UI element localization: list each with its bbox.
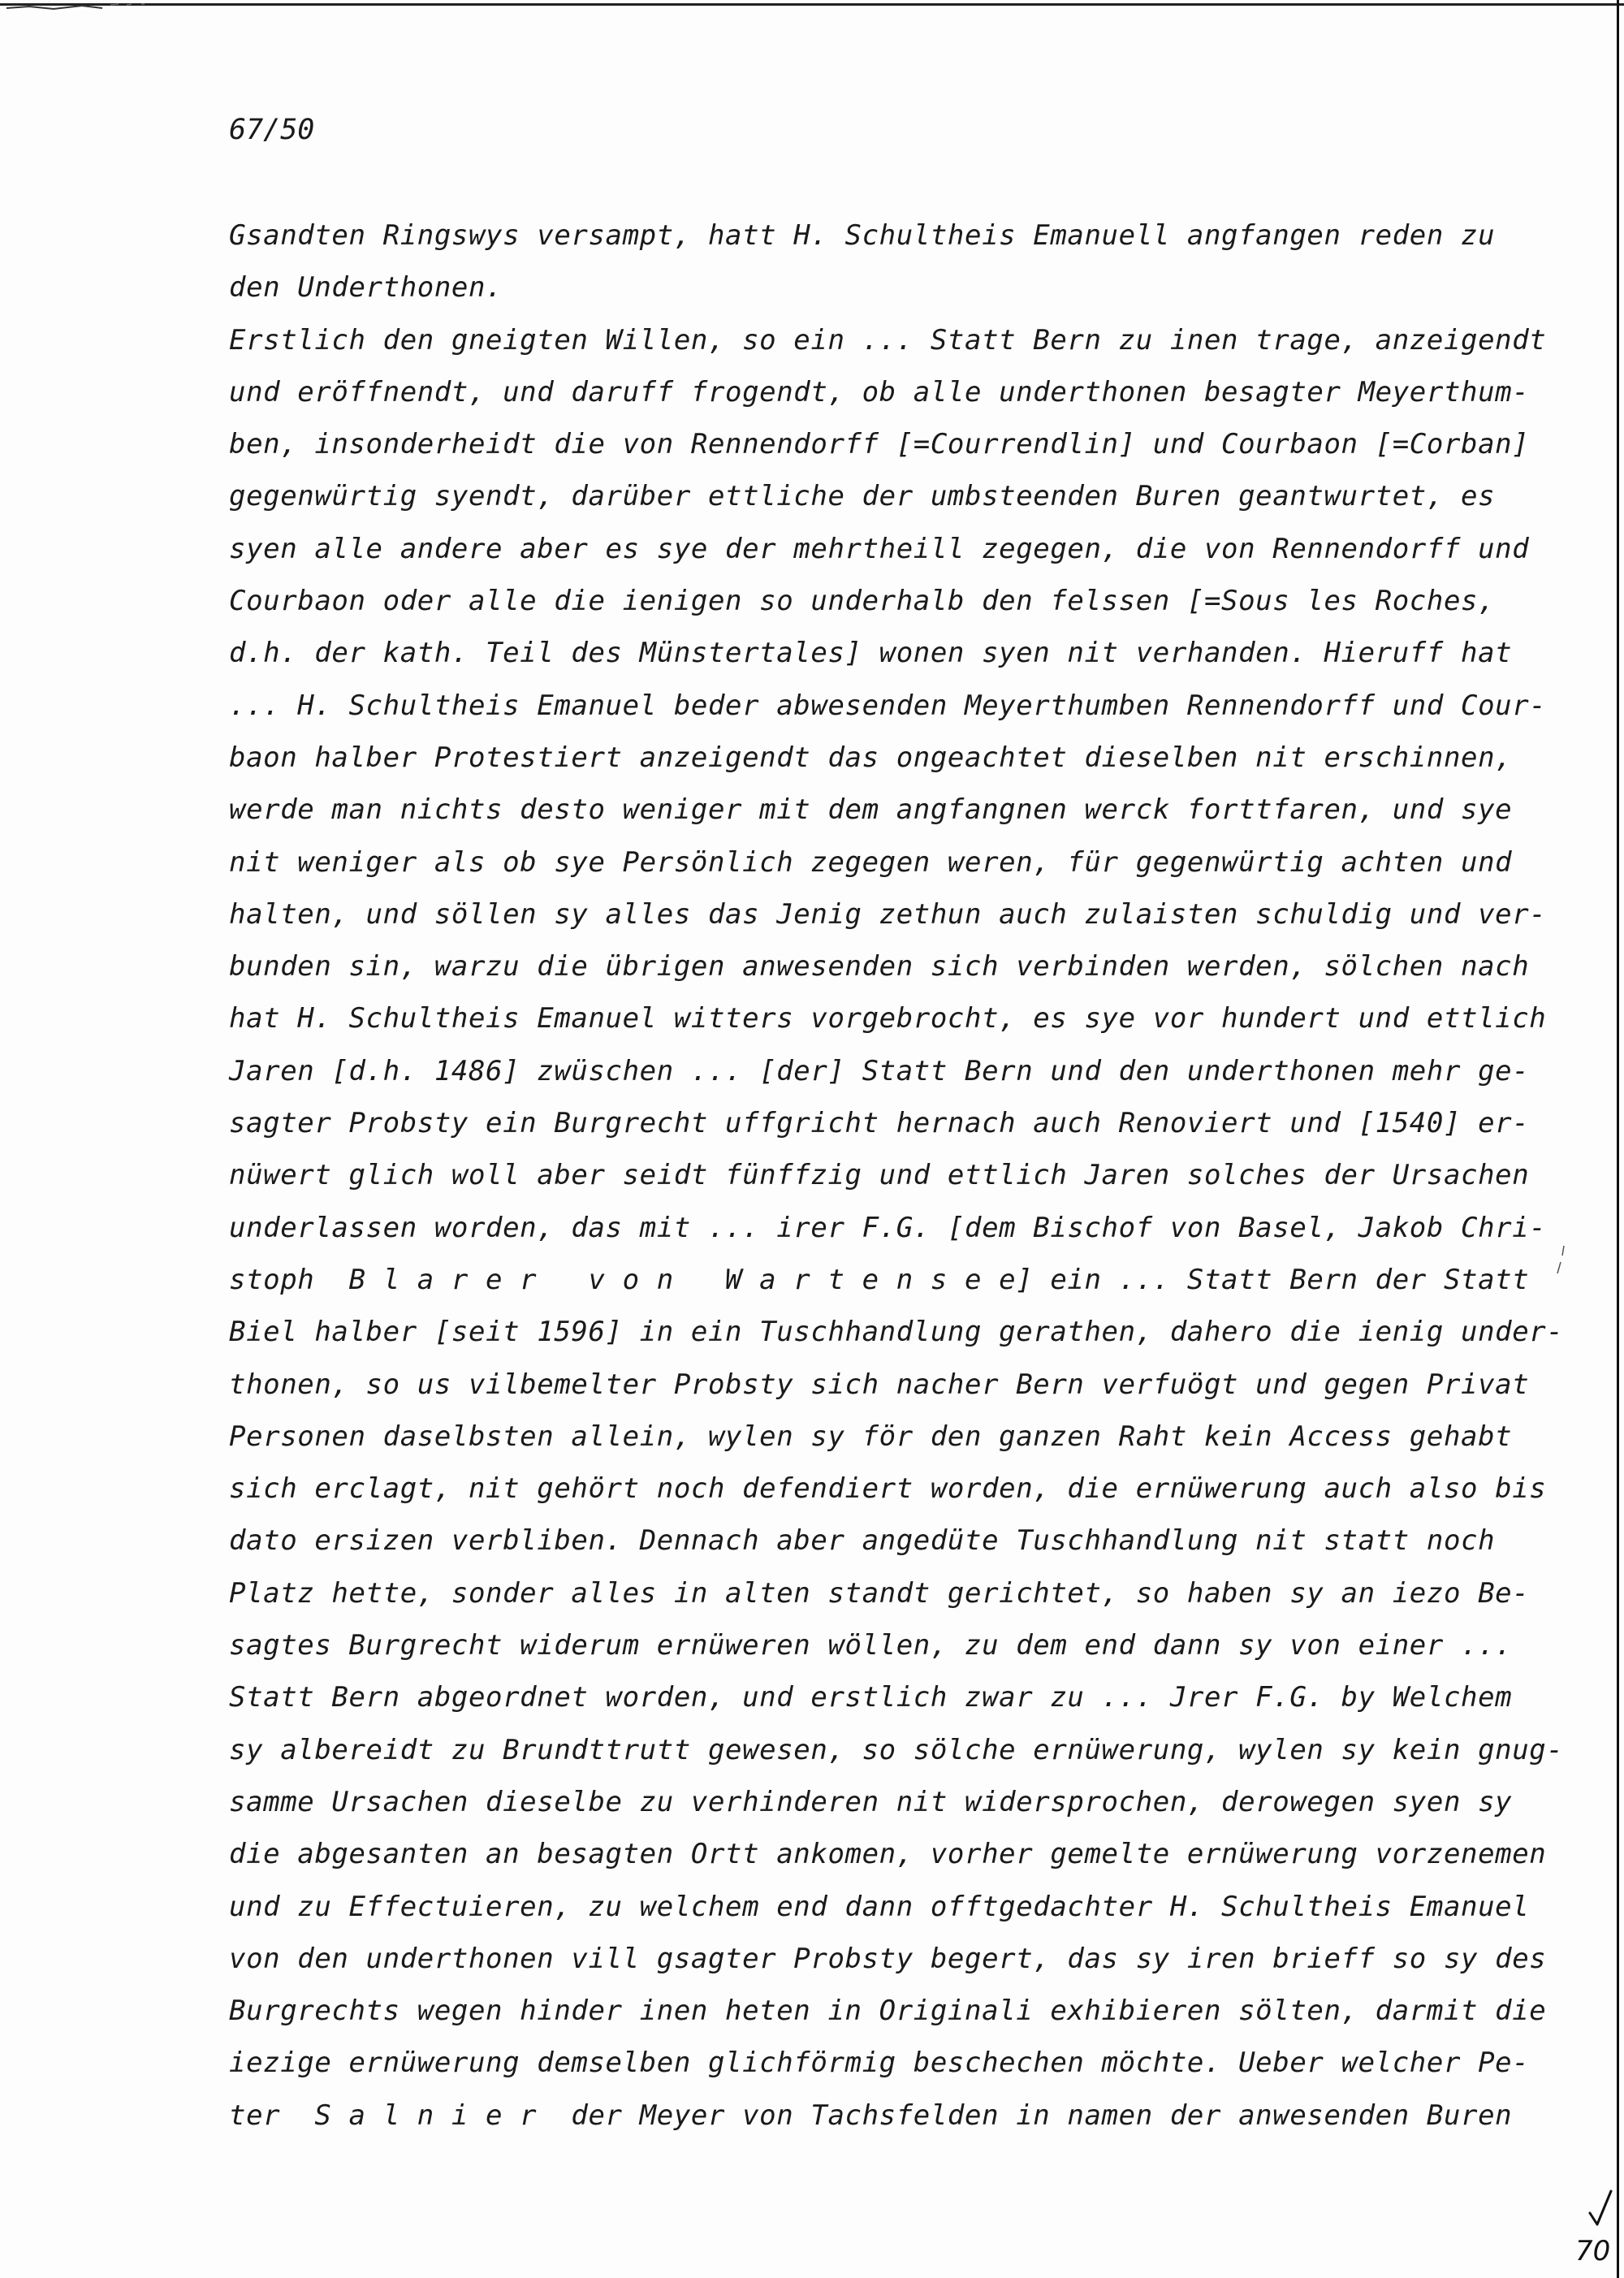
text-line: Personen daselbsten allein, wylen sy för den ganzen Raht kein Access gehabt — [229, 1420, 1513, 1453]
text-line: dato ersizen verbliben. Dennach aber angedüte Tuschhandlung nit statt noch — [229, 1524, 1496, 1558]
text-line: von den underthonen vill gsagter Probsty begert, das sy iren brieff so sy des — [229, 1942, 1547, 1975]
text-line: iezige ernüwerung demselben glichförmig beschechen möchte. Ueber welcher Pe- — [229, 2047, 1530, 2080]
text-line: syen alle andere aber es sye der mehrtheill zegegen, die von Rennendorff und — [229, 532, 1530, 565]
text-line: underlassen worden, das mit ... irer F.G. [dem Bischof von Basel, Jakob Chri- — [229, 1211, 1547, 1244]
text-line: ben, insonderheidt die von Rennendorff [=Courrendlin] und Courbaon [=Corban] — [229, 428, 1530, 461]
folio-number: 70 — [1575, 2235, 1611, 2267]
margin-pencil-mark — [1553, 1244, 1569, 1277]
text-line: die abgesanten an besagten Ortt ankomen, vorher gemelte ernüwerung vorzenemen — [229, 1838, 1547, 1871]
text-line: ter S a l n i e r der Meyer von Tachsfelden in namen der anwesenden Buren — [229, 2099, 1513, 2132]
edge-scribble-mark — [5, 2, 159, 13]
text-line: sagtes Burgrecht widerum ernüweren wöllen, zu dem end dann sy von einer ... — [229, 1629, 1513, 1662]
page-reference: 67/50 — [229, 114, 315, 146]
text-line: sy albereidt zu Brundttrutt gewesen, so sölche ernüwerung, wylen sy kein gnug- — [229, 1733, 1564, 1766]
text-line: Courbaon oder alle die ienigen so underhalb den felssen [=Sous les Roches, — [229, 585, 1496, 618]
text-line: Burgrechts wegen hinder inen heten in Originali exhibieren sölten, darmit die — [229, 1995, 1547, 2028]
text-line: stoph B l a r e r v o n W a r t e n s e e] ein ... Statt Bern der Statt — [229, 1263, 1530, 1296]
checkmark-icon — [1587, 2189, 1613, 2228]
text-line: d.h. der kath. Teil des Münstertales] wonen syen nit verhanden. Hieruff hat — [229, 637, 1513, 670]
text-line: bunden sin, warzu die übrigen anwesenden sich verbinden werden, sölchen nach — [229, 950, 1530, 983]
text-line: hat H. Schultheis Emanuel witters vorgebrocht, es sye vor hundert und ettlich — [229, 1002, 1547, 1035]
text-line: sich erclagt, nit gehört noch defendiert worden, die ernüwerung auch also bis — [229, 1472, 1547, 1506]
text-line: ... H. Schultheis Emanuel beder abwesenden Meyerthumben Rennendorff und Cour- — [229, 689, 1547, 722]
text-line: thonen, so us vilbemelter Probsty sich nacher Bern verfuögt und gegen Privat — [229, 1368, 1530, 1401]
text-line: und eröffnendt, und daruff frogendt, ob alle underthonen besagter Meyerthum- — [229, 375, 1530, 408]
body-text — [229, 210, 1563, 2142]
text-line: werde man nichts desto weniger mit dem angfangnen werck forttfaren, und sye — [229, 793, 1513, 827]
text-line: samme Ursachen dieselbe zu verhinderen nit widersprochen, derowegen syen sy — [229, 1785, 1513, 1818]
text-line: Statt Bern abgeordnet worden, und erstlich zwar zu ... Jrer F.G. by Welchem — [229, 1681, 1513, 1714]
text-line: sagter Probsty ein Burgrecht uffgricht hernach auch Renoviert und [1540] er- — [229, 1107, 1530, 1140]
text-line: Platz hette, sonder alles in alten standt gerichtet, so haben sy an iezo Be- — [229, 1576, 1530, 1610]
text-line: den Underthonen. — [229, 271, 503, 305]
text-line: Jaren [d.h. 1486] zwüschen ... [der] Statt Bern und den underthonen mehr ge- — [229, 1054, 1530, 1087]
text-line: baon halber Protestiert anzeigendt das ongeachtet dieselben nit erschinnen, — [229, 741, 1513, 774]
text-line: halten, und söllen sy alles das Jenig zethun auch zulaisten schuldig und ver- — [229, 897, 1547, 931]
text-line: Biel halber [seit 1596] in ein Tuschhandlung gerathen, dahero die ienig under- — [229, 1316, 1564, 1349]
text-line: und zu Effectuieren, zu welchem end dann offtgedachter H. Schultheis Emanuel — [229, 1890, 1530, 1923]
text-line: Erstlich den gneigten Willen, so ein ... Statt Bern zu inen trage, anzeigendt — [229, 323, 1547, 357]
text-line: gegenwürtig syendt, darüber ettliche der umbsteenden Buren geantwurtet, es — [229, 480, 1496, 513]
text-line: nüwert glich woll aber seidt fünffzig und ettlich Jaren solches der Ursachen — [229, 1159, 1530, 1192]
page-top-edge — [0, 3, 1624, 6]
page-right-edge — [1617, 0, 1619, 2278]
text-line: Gsandten Ringswys versampt, hatt H. Schultheis Emanuell angfangen reden zu — [229, 219, 1496, 252]
text-line: nit weniger als ob sye Persönlich zegegen weren, für gegenwürtig achten und — [229, 845, 1513, 879]
